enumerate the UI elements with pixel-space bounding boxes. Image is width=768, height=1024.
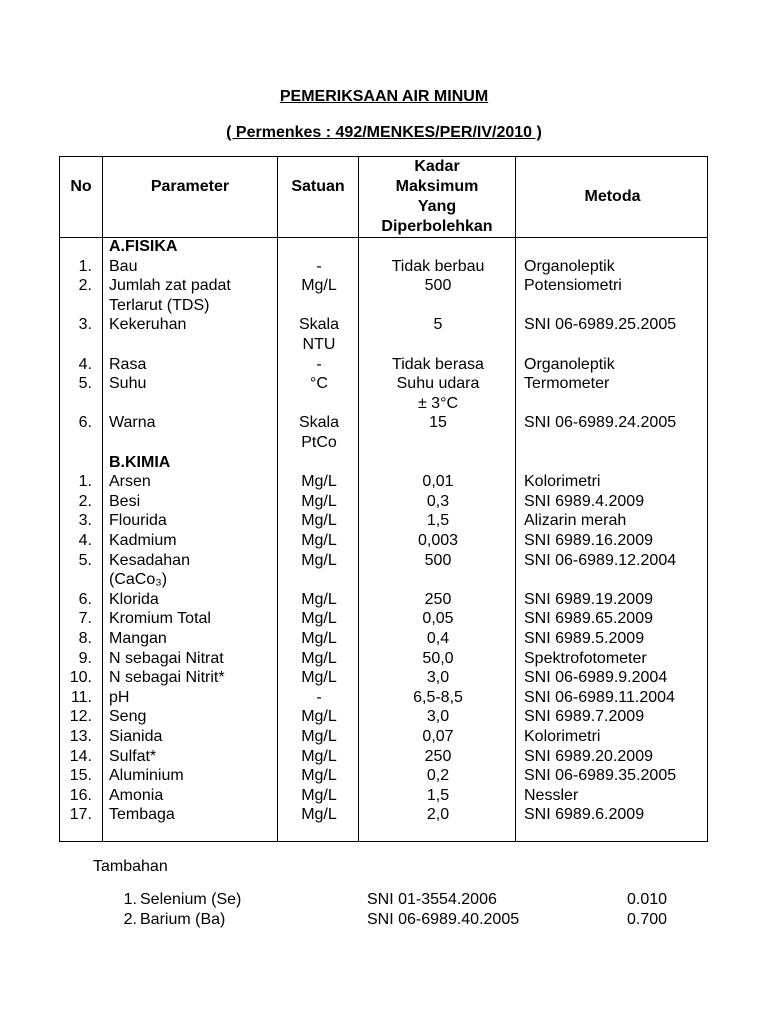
row-satuan: - — [316, 257, 322, 275]
row-number: 17. — [69, 806, 92, 824]
row-parameter: Bau — [109, 257, 138, 275]
row-satuan: Mg/L — [301, 708, 337, 726]
tambahan-method: SNI 01-3554.2006 — [367, 891, 497, 908]
row-number: 6. — [78, 590, 92, 608]
row-kadar: 500 — [424, 551, 452, 569]
row-parameter: Kadmium — [109, 532, 177, 549]
row-metoda: SNI 6989.20.2009 — [524, 747, 653, 765]
row-parameter: N sebagai Nitrit* — [109, 669, 225, 687]
row-metoda: Alizarin merah — [524, 512, 627, 530]
row-parameter: Flourida — [109, 512, 167, 530]
tambahan-method: SNI 06-6989.40.2005 — [367, 911, 520, 928]
row-satuan: Mg/L — [301, 512, 337, 530]
row-satuan: °C — [310, 375, 328, 393]
row-satuan: Mg/L — [301, 630, 337, 647]
row-number: 6. — [78, 414, 92, 432]
row-kadar: 1,5 — [426, 786, 450, 804]
row-number: 4. — [78, 355, 92, 373]
row-number: 10. — [69, 669, 92, 687]
row-metoda: SNI 6989.6.2009 — [524, 806, 645, 824]
row-number: 2. — [78, 277, 92, 295]
row-kadar: 0,2 — [426, 767, 450, 785]
header-kadar-line: Kadar — [414, 158, 460, 175]
row-parameter: N sebagai Nitrat — [109, 649, 224, 667]
row-metoda: SNI 6989.65.2009 — [524, 610, 653, 628]
row-kadar: 0,4 — [426, 630, 450, 647]
row-parameter: Kesadahan — [109, 551, 190, 569]
row-parameter: Jumlah zat padat — [109, 277, 231, 295]
section-heading: A.FISIKA — [109, 238, 178, 255]
row-number: 8. — [78, 630, 92, 647]
row-number: 2. — [78, 492, 92, 510]
row-kadar: 250 — [424, 590, 452, 608]
row-metoda: SNI 06-6989.11.2004 — [524, 688, 675, 706]
row-kadar: 1,5 — [426, 512, 450, 530]
row-kadar: 3,0 — [426, 708, 450, 726]
row-kadar: 250 — [424, 747, 452, 765]
row-satuan: Mg/L — [301, 277, 337, 295]
row-number: 1. — [78, 257, 92, 275]
header-kadar-line: Diperbolehkan — [381, 218, 493, 235]
row-metoda: Organoleptik — [524, 257, 615, 275]
row-metoda: SNI 6989.19.2009 — [524, 590, 653, 608]
row-satuan: Mg/L — [301, 551, 337, 569]
row-number: 4. — [78, 532, 92, 549]
row-metoda: SNI 6989.16.2009 — [524, 532, 653, 549]
row-metoda: SNI 6989.7.2009 — [524, 708, 645, 726]
row-kadar: Tidak berbau — [391, 257, 485, 275]
row-parameter: Tembaga — [109, 806, 175, 824]
row-parameter: Arsen — [109, 473, 151, 491]
row-number: 7. — [78, 610, 92, 628]
row-metoda: Spektrofotometer — [524, 649, 647, 667]
row-satuan: - — [316, 355, 322, 373]
row-parameter: Kekeruhan — [109, 316, 187, 334]
row-parameter: Sianida — [109, 728, 163, 745]
row-kadar: 15 — [429, 414, 447, 432]
row-metoda: Kolorimetri — [524, 728, 601, 745]
row-metoda: Organoleptik — [524, 355, 615, 373]
row-metoda: SNI 6989.5.2009 — [524, 630, 645, 647]
tambahan-value: 0.010 — [627, 891, 668, 908]
row-parameter: pH — [109, 688, 130, 706]
header-kadar — [359, 157, 515, 237]
row-number: 12. — [69, 708, 92, 726]
row-kadar: 0,01 — [422, 473, 454, 491]
row-kadar: 2,0 — [426, 806, 450, 824]
row-metoda: Potensiometri — [524, 277, 622, 295]
row-parameter: Mangan — [109, 630, 167, 647]
tambahan-name: Barium (Ba) — [140, 911, 226, 928]
row-parameter: Kromium Total — [109, 610, 211, 628]
row-number: 9. — [78, 649, 92, 667]
row-kadar: 0,07 — [422, 728, 454, 745]
row-parameter: Amonia — [109, 786, 164, 804]
col-divider — [102, 157, 103, 841]
row-metoda: Termometer — [524, 375, 610, 393]
row-kadar: 0,003 — [417, 532, 459, 549]
header-satuan: Satuan — [291, 178, 345, 195]
row-satuan: Mg/L — [301, 728, 337, 745]
row-number: 3. — [78, 512, 92, 530]
page-subtitle: ( Permenkes : 492/MENKES/PER/IV/2010 ) — [226, 124, 542, 141]
header-metoda: Metoda — [584, 188, 641, 205]
row-parameter: (CaCo₃) — [109, 571, 168, 589]
row-number: 14. — [69, 747, 92, 765]
row-parameter: Rasa — [109, 355, 147, 373]
section-heading: B.KIMIA — [109, 453, 171, 471]
row-satuan: Mg/L — [301, 786, 337, 804]
row-number: 5. — [78, 375, 92, 393]
row-number: 13. — [69, 728, 92, 745]
tambahan-no: 1. — [123, 891, 137, 908]
row-satuan: Skala — [298, 414, 340, 432]
row-satuan: Mg/L — [301, 806, 337, 824]
row-number: 1. — [78, 473, 92, 491]
tambahan-no: 2. — [123, 911, 137, 928]
row-satuan: Mg/L — [301, 610, 337, 628]
row-metoda: SNI 06-6989.9.2004 — [524, 669, 668, 687]
row-parameter: Seng — [109, 708, 147, 726]
row-kadar: Suhu udara — [396, 375, 480, 393]
row-kadar: 3,0 — [426, 669, 450, 687]
header-parameter: Parameter — [150, 178, 230, 195]
row-metoda: SNI 06-6989.25.2005 — [524, 316, 677, 334]
row-satuan: Mg/L — [301, 590, 337, 608]
row-kadar: 6,5-8,5 — [413, 688, 463, 706]
row-number: 16. — [69, 786, 92, 804]
row-satuan: Skala — [298, 316, 340, 334]
row-number: 3. — [78, 316, 92, 334]
row-satuan: Mg/L — [301, 492, 337, 510]
row-satuan: - — [316, 688, 322, 706]
row-satuan: Mg/L — [301, 649, 337, 667]
row-satuan: Mg/L — [301, 669, 337, 687]
row-parameter: Warna — [109, 414, 156, 432]
row-metoda: Nessler — [524, 786, 579, 804]
row-parameter: Sulfat* — [109, 747, 157, 765]
tambahan-name: Selenium (Se) — [140, 891, 242, 908]
row-kadar: Tidak berasa — [392, 355, 484, 373]
row-satuan: NTU — [302, 336, 336, 353]
row-satuan: Mg/L — [301, 473, 337, 491]
row-parameter: Suhu — [109, 375, 147, 393]
row-parameter: Klorida — [109, 590, 159, 608]
row-metoda: SNI 06-6989.24.2005 — [524, 414, 677, 432]
row-metoda: SNI 06-6989.35.2005 — [524, 767, 677, 785]
row-parameter: Terlarut (TDS) — [109, 296, 210, 314]
row-kadar: ± 3°C — [417, 394, 459, 412]
row-metoda: SNI 06-6989.12.2004 — [524, 551, 677, 569]
row-kadar: 0,05 — [422, 610, 454, 628]
tambahan-value: 0.700 — [627, 911, 668, 928]
header-no: No — [70, 178, 92, 195]
row-metoda: Kolorimetri — [524, 473, 601, 491]
row-parameter: Aluminium — [109, 767, 184, 785]
row-satuan: Mg/L — [301, 532, 337, 549]
row-satuan: Mg/L — [301, 767, 337, 785]
row-number: 11. — [70, 688, 92, 706]
row-number: 15. — [69, 767, 92, 785]
row-satuan: PtCo — [301, 434, 337, 451]
row-number: 5. — [78, 551, 92, 569]
page-title: PEMERIKSAAN AIR MINUM — [279, 88, 489, 105]
header-kadar-line: Maksimum — [395, 178, 479, 195]
row-kadar: 0,3 — [426, 492, 450, 510]
row-kadar: 50,0 — [422, 649, 454, 667]
row-kadar: 500 — [424, 277, 452, 295]
row-metoda: SNI 6989.4.2009 — [524, 492, 645, 510]
water-quality-table — [59, 156, 708, 842]
row-kadar: 5 — [433, 316, 443, 334]
tambahan-label: Tambahan — [93, 858, 168, 875]
header-kadar-line: Yang — [417, 198, 457, 215]
row-satuan: Mg/L — [301, 747, 337, 765]
row-parameter: Besi — [109, 492, 141, 510]
